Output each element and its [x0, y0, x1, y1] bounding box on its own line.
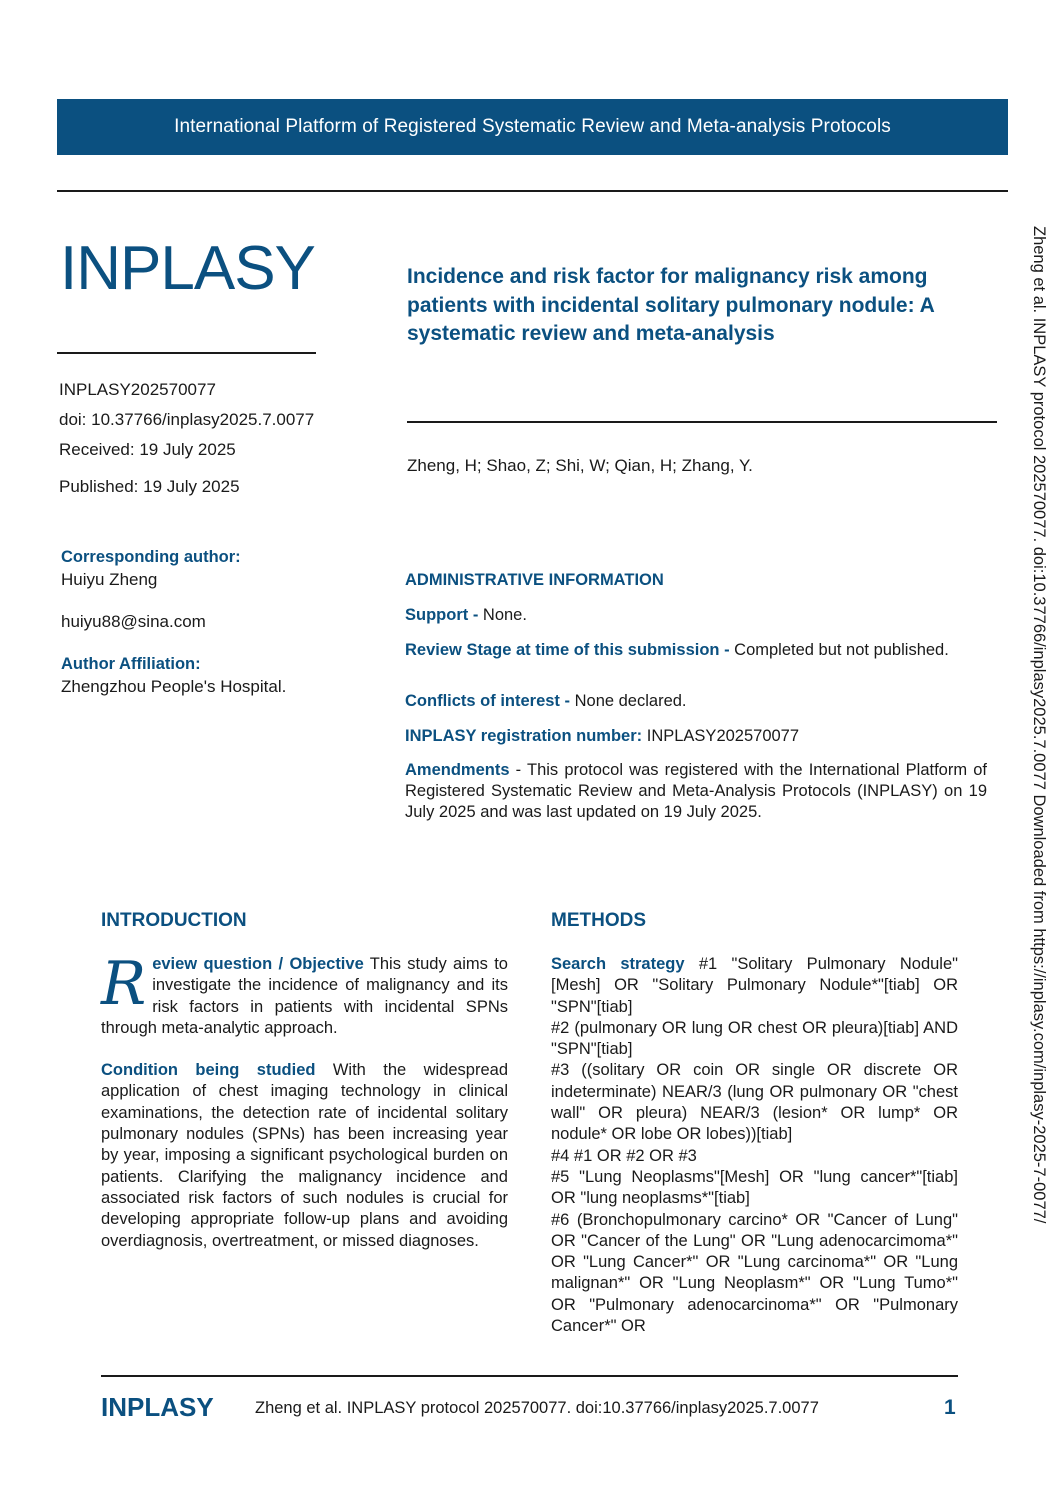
search-strategy-line-5: #5 "Lung Neoplasms"[Mesh] OR "lung cancer*"[tiab] OR "lung neoplasms*"[tiab] [551, 1167, 958, 1208]
side-citation: Zheng et al. INPLASY protocol 202570077. doi:10.37766/inplasy2025.7.0077 Downloaded from https://inplasy.com/inplasy-2025-7-0077/ [1030, 226, 1048, 1224]
registration-id: INPLASY202570077 [59, 380, 216, 399]
registration-number-value: INPLASY202570077 [642, 727, 800, 745]
search-line-1: #1 "Solitary Pulmonary Nodule"[Mesh] OR "Solitary Pulmonary Nodule*"[tiab] OR "SPN"[tiab] [551, 955, 958, 1016]
title-divider [407, 421, 997, 423]
condition-text: With the widespread application of chest imaging technology in clinical examinations, the detection rate of incidental solitary pulmonary nodules (SPNs) has been increasing year by year, imposing a significant psychological burden on patients. Clarifying the malignancy incidence and associated risk factors of such nodules is crucial for developing appropriate follow-up plans and avoiding overdiagnosis, overtreatment, or missed diagnoses. [101, 1061, 508, 1250]
methods-heading: METHODS [551, 910, 646, 931]
inplasy-logo: INPLASY [60, 234, 315, 303]
search-strategy-line-4: #4 #1 OR #2 OR #3 [551, 1146, 697, 1165]
search-strategy-label: Search strategy [551, 955, 685, 973]
banner-text: International Platform of Registered Systematic Review and Meta-analysis Protocols [174, 116, 891, 137]
registration-number-label: INPLASY registration number: [405, 727, 643, 745]
corresponding-author-email[interactable]: huiyu88@sina.com [61, 612, 206, 631]
affiliation-label: Author Affiliation: [61, 655, 201, 673]
review-question-label: eview question / Objective [152, 955, 364, 973]
amendments-entry [405, 760, 987, 823]
support-entry [405, 605, 987, 626]
drop-cap: R [101, 949, 147, 1019]
paper-title: Incidence and risk factor for malignancy risk among patients with incidental solitary pulmonary nodule: A systematic review and meta-analysis [407, 265, 934, 345]
amendments-label: Amendments [405, 761, 510, 779]
header-banner [57, 99, 1008, 155]
top-divider [57, 190, 1008, 192]
condition-label: Condition being studied [101, 1061, 316, 1080]
corresponding-author-name: Huiyu Zheng [61, 570, 158, 589]
received-date: Received: 19 July 2025 [59, 440, 236, 459]
published-date: Published: 19 July 2025 [59, 477, 240, 496]
support-label: Support - [405, 606, 483, 624]
review-question-paragraph [101, 949, 508, 1039]
support-value: None. [482, 606, 527, 624]
introduction-body [101, 949, 508, 1252]
review-stage-value: Completed but not published. [729, 641, 949, 659]
footer-divider [101, 1375, 958, 1377]
methods-body [551, 954, 958, 1337]
review-stage-label: Review Stage at time of this submission - [405, 641, 730, 659]
footer-citation: Zheng et al. INPLASY protocol 202570077. doi:10.37766/inplasy2025.7.0077 [255, 1399, 819, 1417]
review-question-text: This study aims to investigate the incidence of malignancy and its risk factors in patients with incidental SPNs through meta-analytic approach. [101, 955, 508, 1037]
review-stage-entry [405, 640, 987, 661]
conflicts-value: None declared. [570, 692, 687, 710]
registration-number-entry [405, 726, 987, 747]
doi: doi: 10.37766/inplasy2025.7.0077 [59, 410, 315, 429]
conflicts-entry [405, 691, 987, 712]
affiliation-value: Zhengzhou People's Hospital. [61, 677, 287, 696]
condition-paragraph [101, 1060, 508, 1252]
corresponding-author-label: Corresponding author: [61, 548, 241, 566]
amendments-value: - This protocol was registered with the International Platform of Registered Systematic Review and Meta-Analysis Protocols (INPLASY) on 19 July 2025 and was last updated on 19 July 2025. [405, 761, 987, 821]
page-number: 1 [944, 1396, 956, 1419]
admin-heading: ADMINISTRATIVE INFORMATION [405, 571, 664, 589]
logo-divider [57, 352, 316, 354]
search-strategy-line-2: #2 (pulmonary OR lung OR chest OR pleura)[tiab] AND "SPN"[tiab] [551, 1018, 958, 1059]
search-strategy-line-3: #3 ((solitary OR coin OR single OR discrete OR indeterminate) NEAR/3 (lung OR pulmonary OR "chest wall" OR pleura) NEAR/3 (lesion* OR lump* OR nodule* OR lobe OR lobes))[tiab] [551, 1061, 958, 1144]
author-list: Zheng, H; Shao, Z; Shi, W; Qian, H; Zhang, Y. [407, 456, 753, 475]
search-strategy-line-6: #6 (Bronchopulmonary carcino* OR "Cancer of Lung" OR "Cancer of the Lung" OR "Lung adenocarcimoma*" OR "Lung Cancer*" OR "Lung carcinoma*" OR "Lung malignan*" OR "Lung Neoplasm*" OR "Lung Tumo*" OR "Pulmonary adenocarcinoma*" OR "Pulmonary Cancer*" OR [551, 1210, 958, 1336]
search-strategy-line-1 [551, 954, 958, 1018]
introduction-heading: INTRODUCTION [101, 910, 247, 931]
footer-logo: INPLASY [101, 1392, 214, 1422]
conflicts-label: Conflicts of interest - [405, 692, 571, 710]
